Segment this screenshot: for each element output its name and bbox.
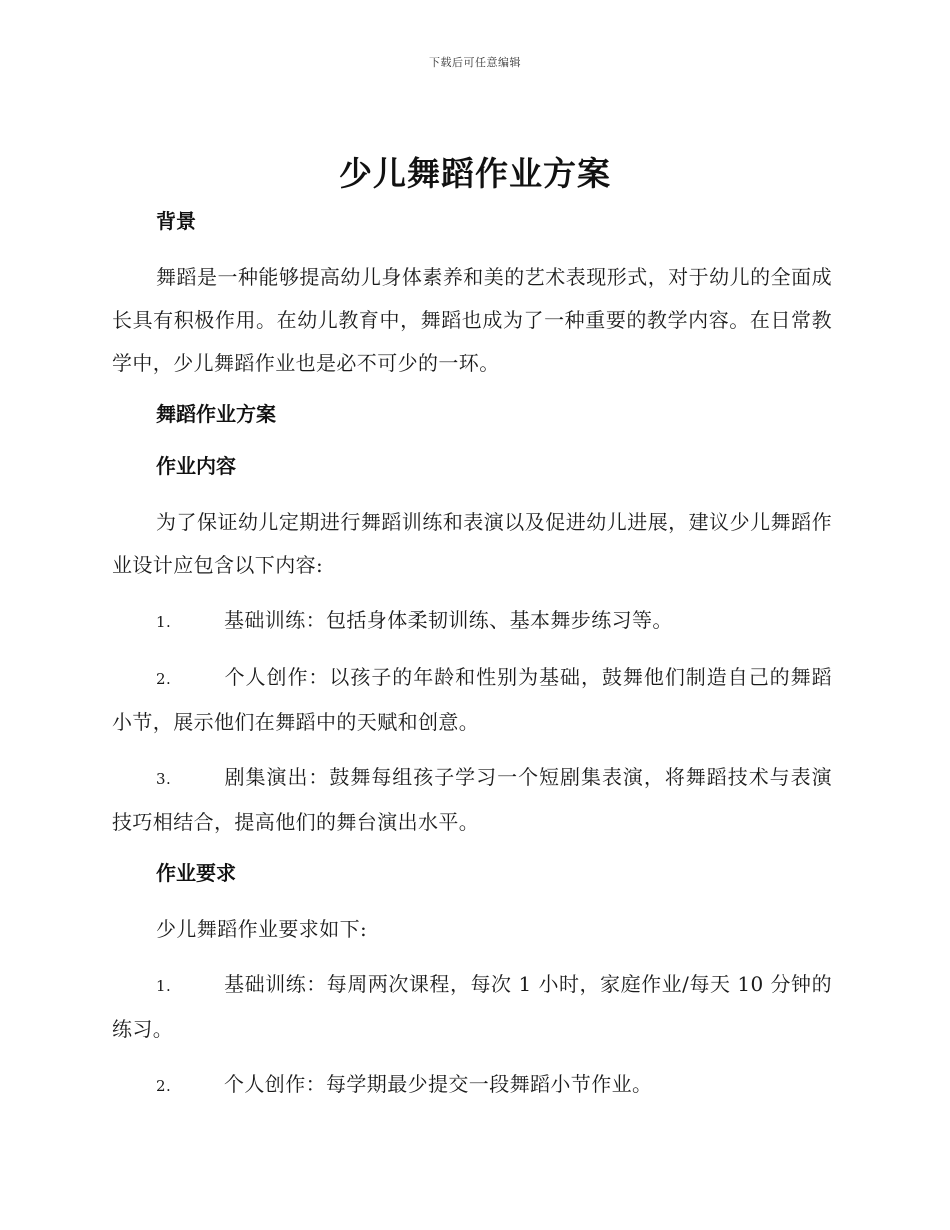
list-item-text: 基础训练：每周两次课程，每次 1 小时，家庭作业/每天 10 分钟的练习。 (112, 972, 832, 1041)
list-item (112, 963, 832, 1051)
list-number: 3. (156, 770, 172, 788)
list-item (112, 656, 832, 744)
list-number: 2. (156, 670, 172, 688)
list-item-text: 基础训练：包括身体柔韧训练、基本舞步练习等。 (224, 608, 673, 632)
list-item (112, 1063, 832, 1108)
list-item-text: 个人创作：每学期最少提交一段舞蹈小节作业。 (224, 1072, 653, 1096)
paragraph-background: 舞蹈是一种能够提高幼儿身体素养和美的艺术表现形式，对于幼儿的全面成长具有积极作用。在幼儿教育中，舞蹈也成为了一种重要的教学内容。在日常教学中，少儿舞蹈作业也是必不可少的一环。 (112, 265, 832, 375)
heading-requirements: 作业要求 (156, 861, 236, 885)
list-number: 2. (156, 1077, 172, 1095)
paragraph-content-intro: 为了保证幼儿定期进行舞蹈训练和表演以及促进幼儿进展，建议少儿舞蹈作业设计应包含以下内容: (112, 510, 832, 577)
header-note: 下载后可任意编辑 (429, 56, 521, 69)
heading-content: 作业内容 (156, 454, 236, 478)
paragraph-requirements-intro: 少儿舞蹈作业要求如下: (156, 917, 368, 941)
document-title: 少儿舞蹈作业方案 (339, 154, 611, 193)
list-number: 1. (156, 977, 172, 995)
list-item (112, 599, 832, 644)
document-body (112, 204, 832, 1108)
heading-plan: 舞蹈作业方案 (156, 402, 276, 426)
list-item-text: 剧集演出：鼓舞每组孩子学习一个短剧集表演，将舞蹈技术与表演技巧相结合，提高他们的舞台演出水平。 (112, 765, 832, 834)
list-number: 1. (156, 613, 172, 631)
heading-background: 背景 (156, 209, 196, 233)
list-item-text: 个人创作：以孩子的年龄和性别为基础，鼓舞他们制造自己的舞蹈小节，展示他们在舞蹈中的天赋和创意。 (112, 665, 832, 734)
list-item (112, 756, 832, 844)
